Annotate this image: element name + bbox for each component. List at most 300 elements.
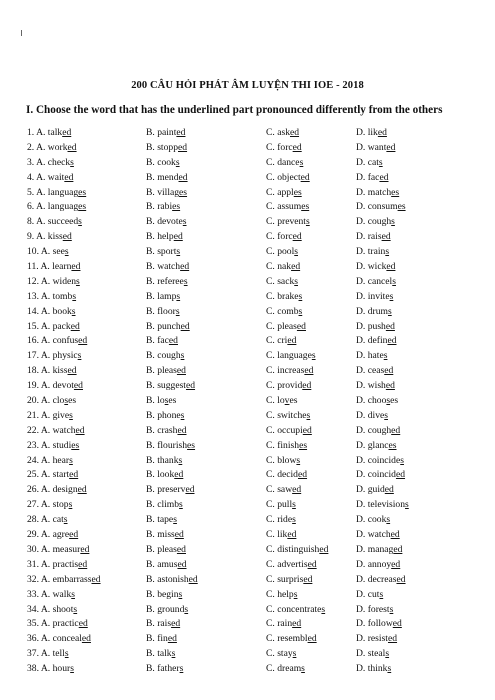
question-label: 4. A. [27,171,48,183]
option-d [356,290,393,305]
underlined-part: s [173,514,177,526]
question-row [0,573,495,588]
underlined-part: ed [174,469,184,481]
word-stem: D. cook [356,514,387,526]
underlined-part: ed [292,231,302,243]
option-b [146,320,190,335]
underlined-part: ed [387,633,398,645]
question-row [0,260,495,275]
word-stem: D. lik [356,127,378,138]
word-stem: B. rabi [146,201,173,213]
word-stem: B. preserv [146,484,186,496]
word-stem: hour [52,663,71,675]
option-a [27,126,71,141]
underlined-part: ed [386,261,396,273]
option-b [146,349,184,364]
underlined-part: ed [287,335,297,347]
word-stem: D. cough [356,424,392,436]
underlined-part: s [387,663,392,675]
word-stem: C. object [266,171,301,183]
underlined-part: s [71,588,75,600]
option-b [146,171,188,186]
option-d [356,513,390,528]
word-stem: agre [52,529,70,541]
question-row [0,141,495,156]
underlined-part: ed [180,320,190,332]
underlined-part: ed [307,558,317,570]
option-b [146,498,183,513]
word-stem: C. advertis [266,558,308,570]
underlined-part: ed [292,141,302,153]
word-stem: C. nak [266,261,292,273]
underlined-part: ed [185,380,196,392]
word-stem: B. fin [146,633,168,645]
word-stem: D. hate [356,350,384,362]
underlined-part: ed [171,618,181,630]
option-b [146,186,187,201]
option-d [356,573,406,588]
underlined-part: s [180,409,185,421]
underlined-part: s [386,514,391,526]
option-b [146,468,183,483]
word-stem: B. punch [146,320,181,332]
option-d [356,543,402,558]
underlined-part: ed [377,127,387,138]
word-stem: B. astonish [146,573,189,585]
option-c [266,275,298,290]
word-stem: languag [47,201,79,213]
margin-tick-mark [21,30,22,36]
word-stem: B. watch [146,261,181,273]
word-stem: C. assum [266,201,302,213]
option-b [146,290,180,305]
option-a [27,647,69,662]
underlined-part: ed [307,633,317,645]
word-stem: C. decid [266,469,298,481]
word-stem: conceal [52,633,82,645]
question-label: 32. A. [27,573,53,585]
option-a [27,245,69,260]
option-a [27,468,78,483]
underlined-part: s [184,603,189,615]
underlined-part: ed [176,543,186,555]
question-label: 6. A. [27,201,48,213]
word-stem: physic [52,350,78,362]
underlined-part: ed [302,380,312,392]
option-a [27,171,73,186]
underlined-part: ed [71,261,81,273]
underlined-part: s [77,350,82,362]
underlined-part: ed [296,320,306,332]
word-stem: C. saw [266,484,293,496]
option-b [146,334,178,349]
underlined-part: ed [78,558,88,570]
question-label: 12. A. [27,275,53,287]
word-stem: B. miss [146,529,175,541]
option-a [27,349,81,364]
word-stem: B. phone [146,409,181,421]
option-d [356,245,389,260]
word-stem: D. defin [356,335,388,347]
underlined-part: s [179,663,184,675]
word-stem: B. lo [146,395,165,407]
word-stem: D. rais [356,231,382,243]
question-row [0,156,495,171]
word-stem: B. look [146,469,175,481]
option-d [356,558,400,573]
option-a [27,483,87,498]
word-stem: C. ride [266,514,293,526]
underlined-part: s [391,216,395,228]
option-c [266,439,307,454]
word-stem: B. lamp [146,290,177,302]
question-list [0,126,495,677]
underlined-part: ed [176,365,186,377]
word-stem: succeed [47,216,79,228]
word-stem: D. decreas [356,573,397,585]
option-c [266,290,302,305]
option-b [146,275,188,290]
question-row [0,439,495,454]
question-row [0,409,495,424]
word-stem: shoot [52,603,74,615]
underlined-part: es [293,186,302,198]
word-stem: B. help [146,231,174,243]
underlined-part: s [384,409,388,421]
option-c [266,603,325,618]
option-b [146,588,182,603]
underlined-part: ed [385,320,395,332]
word-stem: C. resembl [266,633,308,645]
underlined-part: ed [303,573,313,585]
underlined-part: es [172,201,181,213]
underlined-part: s [305,216,310,228]
underlined-part: s [386,395,391,407]
word-stem: D. fac [356,171,380,183]
word-suffix: es [390,395,399,407]
option-a [27,334,87,349]
word-stem: tomb [52,290,73,302]
question-label: 34. A. [27,603,53,615]
option-a [27,156,74,171]
word-stem: B. pleas [146,543,177,555]
option-a [27,141,77,156]
word-stem: B. paint [146,127,177,138]
question-row [0,468,495,483]
question-label: 38. A. [27,663,53,675]
underlined-part: s [64,648,69,660]
underlined-part: s [293,588,298,600]
option-c [266,334,296,349]
underlined-part: es [78,201,87,213]
word-stem: B. floor [146,305,176,317]
word-stem: D. coincide [356,454,401,466]
underlined-part: ed [78,335,88,347]
underlined-part: ed [69,529,79,541]
underlined-part: s [292,514,296,526]
word-stem: design [52,484,78,496]
word-stem: D. forest [356,603,390,615]
question-label: 10. A. [27,246,53,258]
underlined-part: s [379,588,384,600]
word-stem: wait [47,171,65,183]
word-stem: learn [52,261,72,273]
underlined-part: s [292,648,297,660]
question-label: 25. A. [27,469,53,481]
word-stem: B. tape [146,514,174,526]
word-stem: D. annoy [356,558,392,570]
underlined-part: ed [391,558,401,570]
word-stem: B. stopp [146,141,178,153]
question-label: 33. A. [27,588,53,600]
option-b [146,603,188,618]
option-c [266,558,317,573]
option-c [266,215,310,230]
word-stem: give [52,409,70,421]
word-stem: C. concentrate [266,603,322,615]
underlined-part: ed [70,320,80,332]
word-stem: C. blow [266,454,297,466]
word-stem: C. stay [266,648,293,660]
underlined-part: es [391,186,400,198]
word-stem: D. glanc [356,439,389,451]
option-d [356,588,383,603]
question-label: 20. A. [27,395,53,407]
option-c [266,409,310,424]
word-stem: D. television [356,499,406,511]
word-stem: C. forc [266,231,293,243]
underlined-part: s [321,603,326,615]
option-a [27,290,76,305]
underlined-part: ed [386,141,396,153]
option-a [27,513,68,528]
question-label: 3. A. [27,156,48,168]
option-c [266,394,297,409]
option-b [146,126,185,141]
underlined-part: ed [173,231,183,243]
option-c [266,498,296,513]
option-b [146,260,189,275]
question-row [0,305,495,320]
word-stem: B. cough [146,350,181,362]
option-a [27,662,74,677]
question-label: 18. A. [27,365,53,377]
question-row [0,334,495,349]
underlined-part: s [71,305,76,317]
underlined-part: ed [67,141,77,153]
word-suffix: es [289,395,298,407]
question-row [0,320,495,335]
option-b [146,632,177,647]
option-c [266,617,301,632]
option-c [266,647,296,662]
word-stem: C. sack [266,275,295,287]
question-row [0,379,495,394]
word-stem: C. lo [266,395,285,407]
word-stem: see [52,246,65,258]
underlined-part: ed [384,365,394,377]
option-c [266,379,311,394]
underlined-part: s [296,454,301,466]
option-b [146,647,175,662]
option-d [356,647,389,662]
option-a [27,603,77,618]
word-stem: C. dream [266,663,302,675]
option-a [27,424,85,439]
underlined-part: ed [78,618,88,630]
word-stem: D. drum [356,305,388,317]
underlined-part: s [178,454,183,466]
question-row [0,454,495,469]
underlined-part: ed [385,380,395,392]
underlined-part: ed [291,261,301,273]
option-d [356,275,396,290]
underlined-part: s [292,499,296,511]
word-stem: widen [52,275,77,287]
underlined-part: s [183,275,188,287]
word-stem: D. watch [356,529,391,541]
option-a [27,320,80,335]
word-stem: pack [52,320,71,332]
question-row [0,603,495,618]
underlined-part: ed [168,335,178,347]
option-b [146,513,177,528]
option-a [27,528,78,543]
option-a [27,632,91,647]
option-b [146,200,180,215]
word-stem: B. referee [146,275,184,287]
option-b [146,379,195,394]
word-stem: D. dive [356,409,385,421]
question-label: 26. A. [27,484,53,496]
word-stem: C. ask [266,127,290,138]
word-stem: cat [52,514,64,526]
option-b [146,215,187,230]
question-row [0,171,495,186]
question-label: 11. A. [27,261,53,273]
word-stem: C. increas [266,365,305,377]
underlined-part: s [383,350,388,362]
word-stem: B. cook [146,156,176,168]
option-b [146,528,184,543]
option-a [27,543,89,558]
question-label: 13. A. [27,290,53,302]
option-b [146,662,183,677]
underlined-part: ed [64,171,74,183]
question-label: 24. A. [27,454,53,466]
option-d [356,394,398,409]
word-stem: check [47,156,71,168]
underlined-part: ed [395,469,406,481]
word-stem: B. sport [146,246,177,258]
question-label: 30. A. [27,543,53,555]
word-stem: B. flourish [146,439,188,451]
underlined-part: es [78,186,87,198]
option-b [146,573,198,588]
option-a [27,364,77,379]
option-c [266,588,297,603]
option-c [266,632,317,647]
option-a [27,454,73,469]
option-c [266,260,300,275]
underlined-part: ed [73,380,83,392]
question-row [0,349,495,364]
option-d [356,186,399,201]
question-label: 9. A. [27,231,48,243]
word-stem: C. pleas [266,320,297,332]
option-d [356,617,402,632]
underlined-part: ed [300,171,310,183]
question-label: 29. A. [27,529,53,541]
option-d [356,215,395,230]
word-stem: C. lik [266,529,288,541]
underlined-part: ed [393,543,403,555]
question-row [0,275,495,290]
option-c [266,186,302,201]
underlined-part: ed [77,484,87,496]
option-a [27,558,87,573]
word-stem: D. cat [356,156,379,168]
word-stem: C. surpris [266,573,304,585]
word-stem: D. think [356,663,388,675]
underlined-part: s [64,395,69,407]
underlined-part: ed [177,424,187,436]
option-d [356,126,387,141]
word-stem: B. talk [146,648,172,660]
option-c [266,141,302,156]
underlined-part: ed [396,573,406,585]
option-c [266,320,306,335]
word-stem: D. cough [356,216,392,228]
option-b [146,409,184,424]
option-b [146,156,180,171]
question-row [0,513,495,528]
option-d [356,424,400,439]
underlined-part: ed [384,484,394,496]
option-d [356,603,393,618]
option-d [356,454,404,469]
option-d [356,498,409,513]
underlined-part: ed [304,365,314,377]
word-stem: C. provid [266,380,303,392]
word-stem: D. invite [356,290,390,302]
underlined-part: ed [177,558,187,570]
underlined-part: s [73,603,78,615]
option-a [27,260,80,275]
question-row [0,215,495,230]
underlined-part: s [299,156,304,168]
question-label: 5. A. [27,186,48,198]
underlined-part: ed [81,633,91,645]
word-stem: C. switche [266,409,307,421]
word-stem: B. devote [146,216,183,228]
option-c [266,364,313,379]
word-stem: B. amus [146,558,178,570]
underlined-part: ed [188,573,198,585]
option-d [356,662,391,677]
underlined-part: s [378,156,383,168]
question-row [0,498,495,513]
underlined-part: s [78,216,82,228]
option-c [266,200,309,215]
question-row [0,617,495,632]
question-label: 8. A. [27,216,48,228]
word-stem: B. pleas [146,365,177,377]
word-stem: C. distinguish [266,543,320,555]
underlined-part: s [392,275,396,287]
option-a [27,498,72,513]
word-stem: D. wish [356,380,386,392]
